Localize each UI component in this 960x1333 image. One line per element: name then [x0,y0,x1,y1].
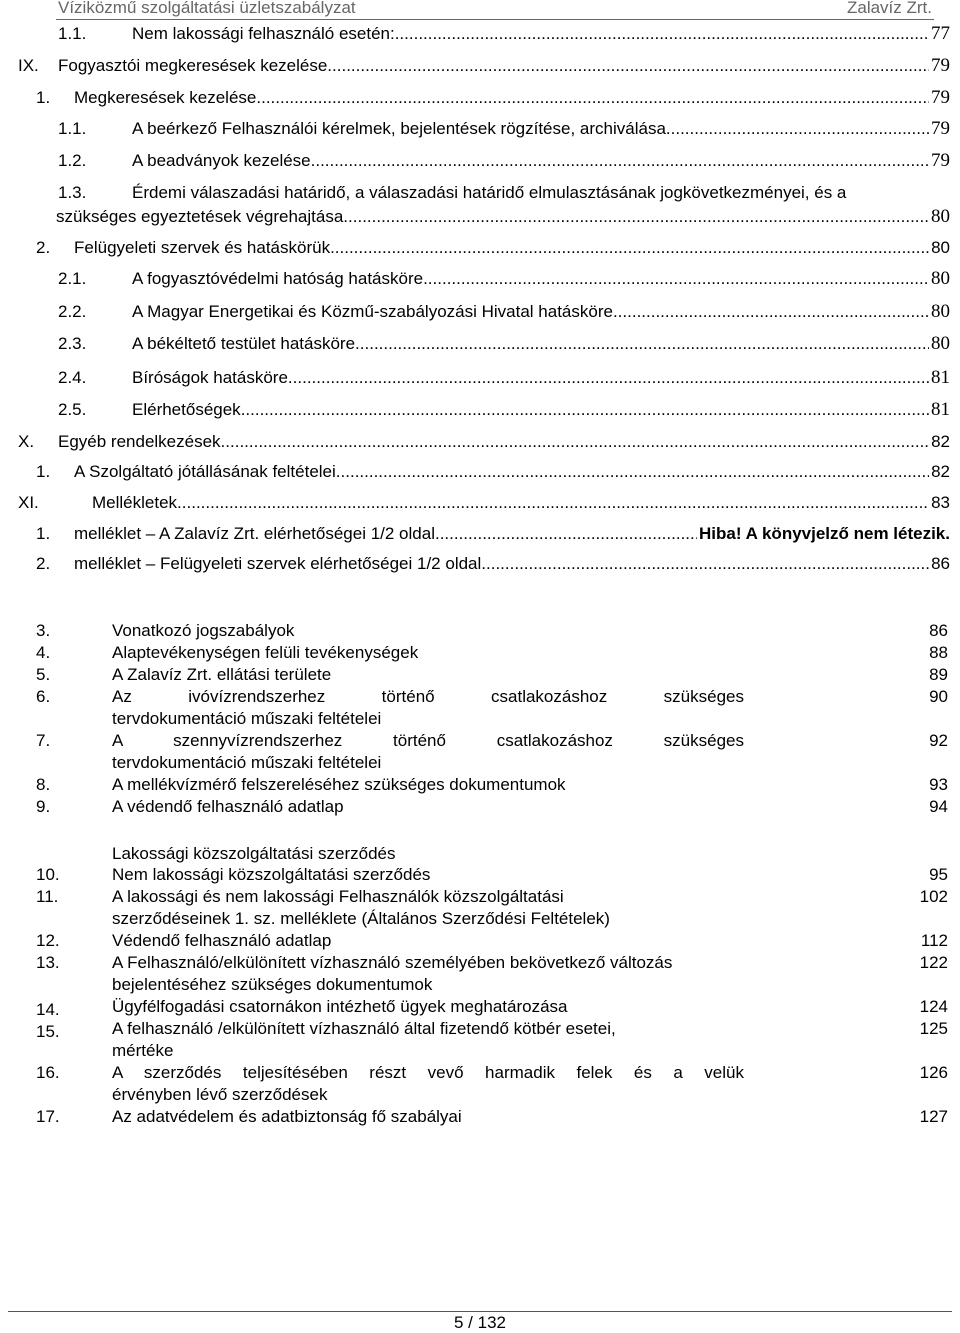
item-page: 94 [929,797,948,816]
toc-entry[interactable] [58,117,950,141]
toc-entry[interactable] [36,460,950,484]
item-page: 112 [920,931,948,950]
toc-leader [395,22,929,46]
item-title-continuation: bejelentéséhez szükséges dokumentumok [112,975,433,994]
list-item [36,796,948,818]
list-item [36,930,948,952]
item-page: 88 [929,643,948,662]
toc-page: 83 [931,493,950,512]
item-number: 15. [36,1022,60,1041]
list-item [36,686,948,730]
toc-number: 2.1. [58,269,87,288]
header-document-title: Víziközmű szolgáltatási üzletszabályzat [58,0,356,17]
toc-title: A beadványok kezelése [132,151,311,170]
toc-entry[interactable] [36,236,950,260]
toc-page: 79 [931,87,950,108]
toc-number: 2.5. [58,400,87,419]
list-item [36,996,948,1018]
item-page: 126 [919,1063,948,1082]
toc-leader [221,430,930,454]
item-title: A védendő felhasználó adatlap [112,797,344,816]
toc-title: Mellékletek [92,493,178,512]
toc-leader [343,205,929,229]
toc-title: melléklet – Felügyeleti szervek elérhetőségei 1/2 oldal [74,554,482,573]
item-title: Védendő felhasználó adatlap [112,931,332,950]
toc-leader [666,117,929,141]
toc-page: 80 [931,333,950,354]
item-number: 8. [36,775,51,794]
item-number: 6. [36,687,51,706]
toc-entry[interactable] [58,22,950,46]
toc-entry[interactable] [58,366,950,390]
item-title: Az ivóvízrendszerhez történő csatlakozáshoz szükséges [112,687,744,706]
item-title: A lakossági és nem lakossági Felhasználók közszolgáltatási [112,887,564,906]
toc-number: 1.2. [58,151,87,170]
toc-entry[interactable] [18,430,950,454]
toc-entry[interactable] [18,491,950,515]
list-item [36,952,948,996]
toc-entry[interactable] [36,522,950,546]
toc-number: 1.1. [58,24,87,43]
toc-number: IX. [18,56,39,75]
toc-leader [256,86,929,110]
list-item [36,664,948,686]
item-page: 125 [919,1019,948,1038]
toc-number: XI. [18,493,39,512]
header-company-name: Zalavíz Zrt. [846,0,932,17]
item-number: 7. [36,731,51,750]
item-number: 10. [36,865,60,884]
item-page: 92 [929,731,948,750]
item-number: 5. [36,665,51,684]
item-title-continuation: szerződéseinek 1. sz. melléklete (Általános Szerződési Feltételek) [112,909,610,928]
item-page: 86 [929,621,948,640]
toc-leader [177,491,929,515]
toc-page: 80 [931,301,950,322]
list-item [36,1106,948,1128]
toc-page: 80 [931,206,950,227]
item-title-continuation: tervdokumentáció műszaki feltételei [112,753,382,772]
toc-title: melléklet – A Zalavíz Zrt. elérhetőségei 1/2 oldal [74,524,435,543]
toc-leader [288,366,929,390]
toc-number: 1.3. [58,183,87,202]
item-page: 122 [919,953,948,972]
list-item [36,1062,948,1106]
item-number: 12. [36,931,60,950]
footer-divider [8,1311,952,1312]
toc-entry[interactable] [18,54,950,78]
list-item [36,620,948,642]
item-number: 17. [36,1107,60,1126]
toc-leader [336,460,929,484]
item-page: 90 [929,687,948,706]
item-page: 124 [919,997,948,1016]
toc-entry[interactable] [36,552,950,576]
toc-number: 1. [36,524,51,543]
toc-title: A beérkező Felhasználói kérelmek, bejelentések rögzítése, archiválása [132,119,666,138]
toc-leader [481,552,929,576]
toc-title-continuation: szükséges egyeztetések végrehajtása [56,207,344,226]
list-item [36,774,948,796]
toc-leader [330,236,929,260]
toc-page: 81 [931,367,950,388]
toc-page: 77 [931,23,950,44]
toc-entry[interactable] [58,267,950,291]
item-page: 102 [919,887,948,906]
toc-entry[interactable] [58,149,950,173]
toc-title: Nem lakossági felhasználó esetén: [132,24,395,43]
item-title-continuation: érvényben lévő szerződések [112,1085,328,1104]
toc-page: 86 [931,554,950,573]
list-item [36,1018,948,1062]
item-title: Ügyfélfogadási csatornákon intézhető ügyek meghatározása [112,997,568,1016]
item-number: 13. [36,953,60,972]
toc-title: A Szolgáltató jótállásának feltételei [74,462,336,481]
toc-leader [423,267,929,291]
toc-title: A fogyasztóvédelmi hatóság hatásköre [132,269,424,288]
item-title: A szennyvízrendszerhez történő csatlakozáshoz szükséges [112,731,744,750]
list-item [36,886,948,930]
toc-title: Érdemi válaszadási határidő, a válaszadási határidő elmulasztásának jogkövetkezményei, és a [132,183,847,202]
item-title: Az adatvédelem és adatbiztonság fő szabályai [112,1107,462,1126]
toc-title: Felügyeleti szervek és hatáskörük [74,238,331,257]
toc-entry[interactable] [36,86,950,110]
toc-leader [327,54,929,78]
toc-number: 2. [36,238,51,257]
toc-leader [435,522,697,546]
item-page: 95 [929,865,948,884]
toc-title: Bíróságok hatásköre [132,368,288,387]
toc-title: A békéltető testület hatásköre [132,334,356,353]
item-title: Vonatkozó jogszabályok [112,621,295,640]
toc-entry[interactable] [58,300,950,324]
item-title: A Zalavíz Zrt. ellátási területe [112,665,332,684]
item-title: A szerződés teljesítésében részt vevő harmadik felek és a velük [112,1063,744,1082]
toc-page-error: Hiba! A könyvjelző nem létezik. [699,524,950,543]
item-title: Alaptevékenységen felüli tevékenységek [112,643,419,662]
item-page: 89 [929,665,948,684]
toc-page: 82 [931,462,950,481]
toc-entry[interactable] [58,332,950,356]
toc-number: 2.4. [58,368,87,387]
item-title: A Felhasználó/elkülönített vízhasználó személyében bekövetkező változás [112,953,673,972]
toc-title: Fogyasztói megkeresések kezelése [58,56,328,75]
toc-number: 2.2. [58,302,87,321]
item-title: Nem lakossági közszolgáltatási szerződés [112,865,431,884]
item-title-continuation: mértéke [112,1041,174,1060]
contracts-heading-text: Lakossági közszolgáltatási szerződés [112,844,396,863]
item-number: 3. [36,621,51,640]
toc-entry-line2[interactable] [56,205,950,229]
toc-title: Elérhetőségek [132,400,241,419]
toc-page: 80 [931,238,950,257]
toc-title: Egyéb rendelkezések [58,432,221,451]
toc-number: 2.3. [58,334,87,353]
toc-leader [241,398,929,422]
list-item [36,730,948,774]
toc-number: 2. [36,554,51,573]
list-item [36,642,948,664]
item-title: A felhasználó /elkülönített vízhasználó által fizetendő kötbér esetei, [112,1019,616,1038]
page-header [0,0,960,20]
toc-page: 79 [931,150,950,171]
toc-leader [311,149,929,173]
toc-page: 80 [931,268,950,289]
item-title-continuation: tervdokumentáció műszaki feltételei [112,709,382,728]
contracts-heading [112,843,812,865]
item-number: 4. [36,643,51,662]
toc-leader [613,300,929,324]
footer-page-number: 5 / 132 [454,1313,506,1332]
list-item [36,864,948,886]
item-title: A mellékvízmérő felszereléséhez szükséges dokumentumok [112,775,566,794]
toc-page: 79 [931,55,950,76]
item-number: 9. [36,797,51,816]
toc-number: X. [18,432,35,451]
toc-number: 1.1. [58,119,87,138]
toc-title: Megkeresések kezelése [74,88,257,107]
toc-number: 1. [36,462,51,481]
item-page: 127 [919,1107,948,1126]
toc-leader [355,332,929,356]
toc-number: 1. [36,88,51,107]
item-number: 16. [36,1063,60,1082]
item-number: 11. [36,887,59,906]
toc-page: 82 [931,432,950,451]
toc-page: 81 [931,399,950,420]
toc-entry[interactable] [58,398,950,422]
toc-entry-line1[interactable] [58,181,950,205]
toc-page: 79 [931,118,950,139]
item-page: 93 [929,775,948,794]
toc-title: A Magyar Energetikai és Közmű-szabályozási Hivatal hatásköre [132,302,613,321]
header-divider [56,19,934,20]
item-number: 14. [36,1000,60,1019]
